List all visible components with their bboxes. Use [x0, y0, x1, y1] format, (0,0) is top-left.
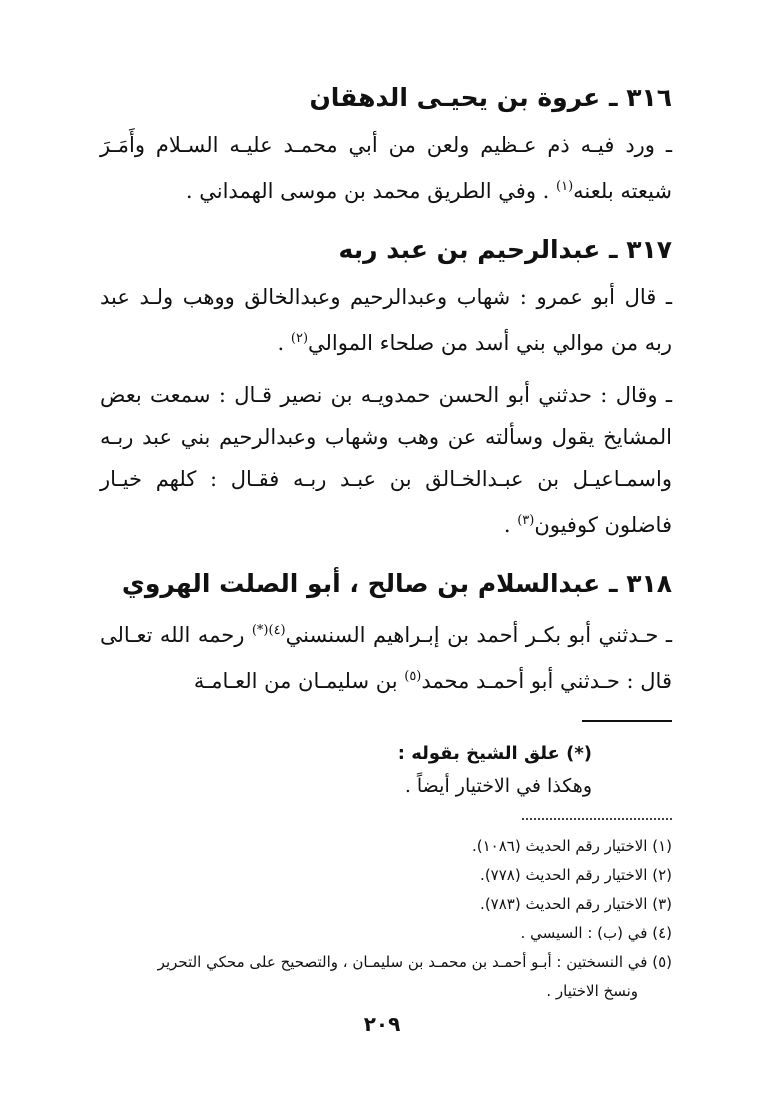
paragraph-text: رحمه الله تعـالى قال : حـدثني أبو أحمـد محمد — [100, 623, 672, 693]
paragraph-text: . وفي الطريق محمد بن موسى الهمداني . — [185, 179, 556, 203]
editor-comment — [100, 738, 672, 802]
entry-paragraph — [100, 276, 672, 364]
footnote-marker: (٣) — [517, 513, 535, 528]
footnote: (٥) في النسختين : أبـو أحمـد بن محمـد بن سليمـان ، والتصحيح على محكي التحرير — [157, 953, 672, 971]
dotted-separator — [522, 818, 672, 820]
comment-heading: (*) علق الشيخ بقوله : — [397, 743, 592, 764]
entry-heading: ٣١٦ ـ عروة بن يحيـى الدهقان — [309, 83, 672, 112]
paragraph-text: . — [277, 331, 291, 355]
footnote-marker: (٢) — [290, 331, 309, 346]
entry-317 — [100, 230, 672, 546]
entry-paragraph — [100, 610, 672, 702]
footnotes — [100, 832, 672, 1006]
footnote-marker: (٥) — [404, 669, 422, 684]
footnote-marker: (٤)(*) — [251, 623, 286, 638]
paragraph-text: بن سليمـان من العـامـة — [193, 669, 405, 693]
entry-318 — [100, 564, 672, 702]
paragraph-text: ـ حـدثني أبو بكـر أحمد بن إبـراهيم السنسني — [285, 623, 673, 647]
paragraph-text: ـ وقال : حدثني أبو الحسن حمدويـه بن نصير قـال : سمعت بعض المشايخ يقول وسألته عن وهب وشهاب وعبدالرحيم بني عبد ربـه واسمـاعيـل بن عبـدالخـالق بن عبـد ربـه فقـال : كلهم خيـار فاضلون كوفيون — [100, 383, 672, 537]
footnote: (٢) الاختيار رقم الحديث (٧٧٨). — [480, 866, 672, 884]
entry-paragraph — [100, 124, 672, 212]
footnote-continuation: ونسخ الاختيار . — [546, 982, 638, 1000]
entry-316 — [100, 78, 672, 212]
entry-paragraph — [100, 374, 672, 546]
comment-text: وهكذا في الاختيار أيضاً . — [404, 775, 592, 797]
paragraph-text: ـ ورد فيـه ذم عـظيم ولعن من أبي محمـد عليـه السـلام وأَمَـرَ شيعته بلعنه — [100, 133, 672, 203]
page-number: ٢٠٩ — [363, 1012, 401, 1036]
footnote: (٣) الاختيار رقم الحديث (٧٨٣). — [480, 895, 672, 913]
entry-heading: ٣١٨ ـ عبدالسلام بن صالح ، أبو الصلت الهروي — [121, 569, 672, 598]
footnote-marker: (١) — [556, 179, 574, 194]
footnote: (٤) في (ب) : السيسي . — [520, 924, 672, 942]
footnote-separator — [582, 720, 672, 722]
footnote: (١) الاختيار رقم الحديث (١٠٨٦). — [471, 837, 672, 855]
paragraph-text: . — [503, 513, 518, 537]
paragraph-text: ـ قال أبو عمرو : شهاب وعبدالرحيم وعبدالخالق ووهب ولـد عبد ربه من موالي بني أسد من صلحاء الموالي — [100, 285, 672, 355]
entry-heading: ٣١٧ ـ عبدالرحيم بن عبد ربه — [338, 235, 672, 264]
